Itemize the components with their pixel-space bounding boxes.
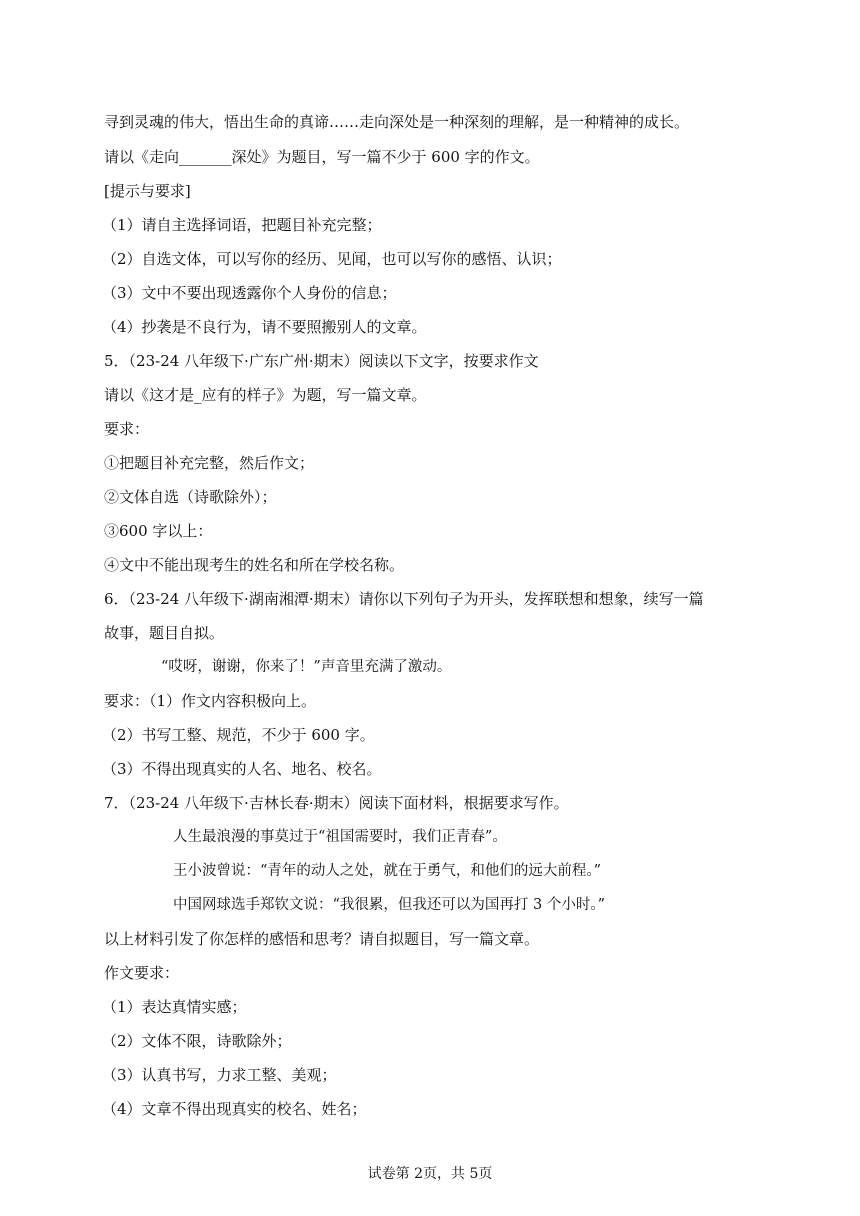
requirement-item: （4）抄袭是不良行为，请不要照搬别人的文章。 [102, 318, 427, 336]
requirements-label: 作文要求： [104, 964, 180, 982]
requirement-item: ①把题目补充完整，然后作文； [104, 454, 315, 472]
requirement-item: ③600 字以上： [104, 522, 213, 540]
essay-prompt-4: 请以《走向_______深处》为题目，写一篇不少于 600 字的作文。 [104, 148, 540, 166]
question-5-heading: 5．（23-24 八年级下·广东广州·期末）阅读以下文字，按要求作文 [104, 352, 539, 370]
text-line: 寻到灵魂的伟大，悟出生命的真谛……走向深处是一种深刻的理解，是一种精神的成长。 [104, 113, 690, 131]
page-footer: 试卷第 2页，共 5页 [367, 1166, 493, 1182]
opening-sentence: “哎呀，谢谢，你来了！”声音里充满了激动。 [161, 659, 452, 675]
requirement-item: （2）文体不限，诗歌除外； [102, 1032, 292, 1050]
text-line: 故事，题目自拟。 [104, 624, 225, 642]
requirement-item: （3）认真书写，力求工整、美观； [102, 1066, 337, 1084]
hints-heading: [提示与要求] [104, 182, 191, 200]
requirement-item: （3）文中不要出现透露你个人身份的信息； [102, 284, 397, 302]
material-quote: 中国网球选手郑钦文说：“我很累，但我还可以为国再打 3 个小时。” [173, 897, 606, 913]
requirement-item: （2）书写工整、规范，不少于 600 字。 [102, 726, 375, 744]
requirement-item: （3）不得出现真实的人名、地名、校名。 [102, 760, 382, 778]
requirement-item: 要求：（1）作文内容积极向上。 [104, 692, 317, 710]
requirement-item: （1）请自主选择词语，把题目补充完整； [102, 216, 382, 234]
question-6-heading: 6．（23-24 八年级下·湖南湘潭·期末）请你以下列句子为开头，发挥联想和想象，续写一篇 [104, 590, 704, 608]
material-quote: 王小波曾说：“青年的动人之处，就在于勇气，和他们的远大前程。” [173, 863, 602, 879]
material-quote: 人生最浪漫的事莫过于“祖国需要时，我们正青春”。 [173, 829, 507, 845]
requirement-item: （2）自选文体，可以写你的经历、见闻，也可以写你的感悟、认识； [102, 250, 562, 268]
question-7-heading: 7．（23-24 八年级下·吉林长春·期末）阅读下面材料，根据要求写作。 [104, 794, 569, 812]
requirements-label: 要求： [104, 420, 150, 438]
requirement-item: （1）表达真情实感； [102, 998, 247, 1016]
essay-prompt-5: 请以《这才是_应有的样子》为题，写一篇文章。 [104, 386, 427, 404]
requirement-item: （4）文章不得出现真实的校名、姓名； [102, 1100, 367, 1118]
requirement-item: ②文体自选（诗歌除外）； [104, 488, 277, 506]
requirement-item: ④文中不能出现考生的姓名和所在学校名称。 [104, 556, 405, 574]
essay-prompt-7: 以上材料引发了你怎样的感悟和思考？请自拟题目，写一篇文章。 [104, 930, 540, 948]
